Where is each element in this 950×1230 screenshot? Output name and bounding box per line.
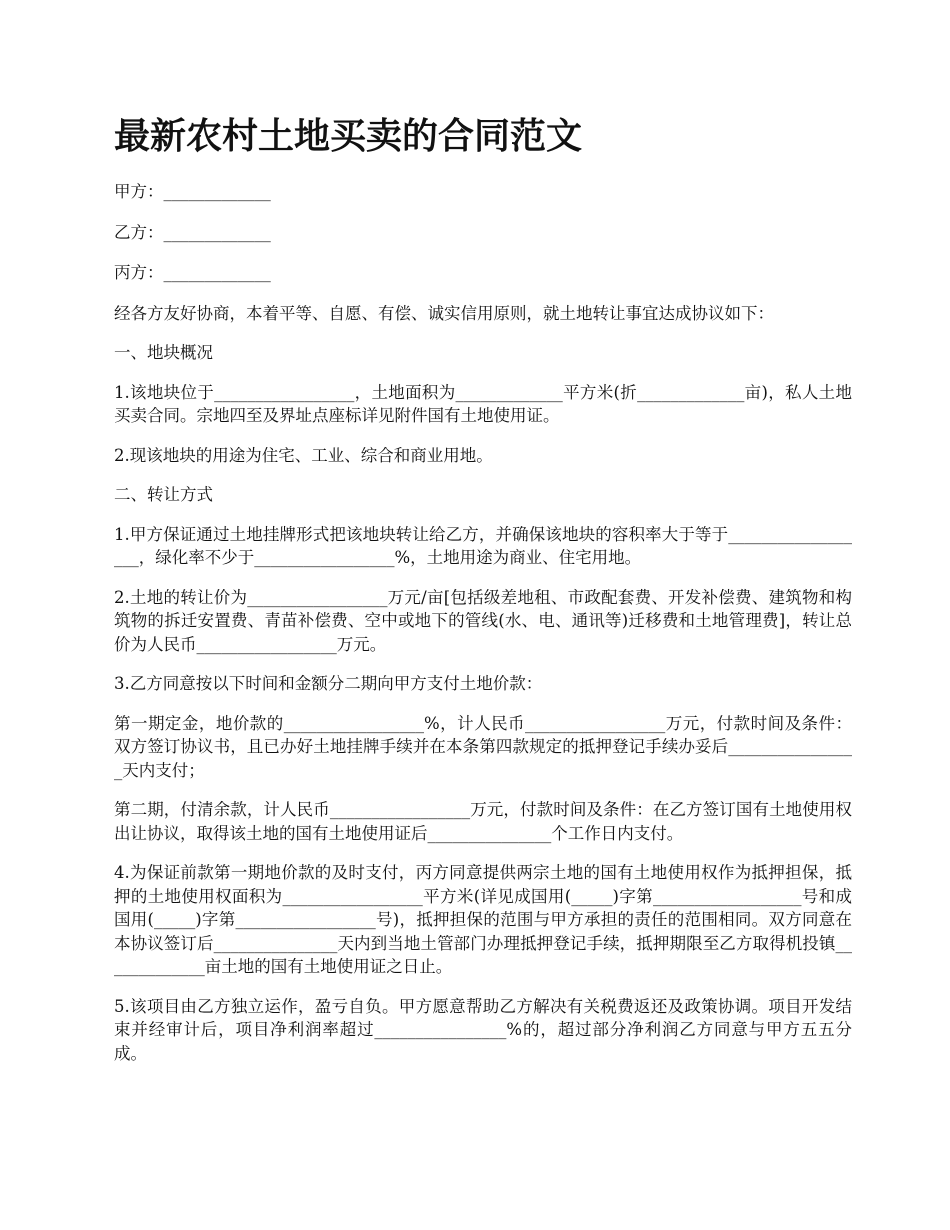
section-2-phase-1: 第一期定金，地价款的_________________%，计人民币_________________万元，付款时间及条件：双方签订协议书，且已办好土地挂牌手续并在本条第四款规定的抵押登记手续办妥后________________天内支付； [114, 713, 852, 780]
document-page [114, 112, 852, 1081]
section-2-item-4: 4.为保证前款第一期地价款的及时支付，丙方同意提供两宗土地的国有土地使用权作为抵押担保，抵押的土地使用权面积为_________________平方米(详见成国用(_____)字第__________________号和成国用(_____)字第_________________号)，抵押担保的范围与甲方承担的责任的范围相同。双方同意在本协议签订后_______________天内到当地土管部门办理抵押登记手续，抵押期限至乙方取得机投镇_____________亩土地的国有土地使用证之日止。 [114, 863, 852, 976]
intro-paragraph: 经各方友好协商，本着平等、自愿、有偿、诚实信用原则，就土地转让事宜达成协议如下： [114, 303, 774, 323]
section-2-phase-2: 第二期，付清余款，计人民币_________________万元，付款时间及条件：在乙方签订国有土地使用权出让协议，取得该土地的国有土地使用证后_______________个工作日内支付。 [114, 800, 852, 843]
party-c-line: 丙方：_____________ [114, 263, 271, 282]
section-1-heading: 一、地块概况 [114, 343, 213, 362]
section-2-heading: 二、转让方式 [114, 485, 213, 504]
section-2-item-2: 2.土地的转让价为_________________万元/亩[包括级差地租、市政配套费、开发补偿费、建筑物和构筑物的拆迁安置费、青苗补偿费、空中或地下的管线(水、电、通讯等)迁移费和土地管理费]，转让总价为人民币_________________万元。 [114, 587, 852, 654]
section-1-item-1: 1.该地块位于_________________，土地面积为_____________平方米(折_____________亩)，私人土地买卖合同。宗地四至及界址点座标详见附件国有土地使用证。 [114, 382, 852, 425]
party-b-line: 乙方：_____________ [114, 222, 271, 242]
section-1-item-2: 2.现该地块的用途为住宅、工业、综合和商业用地。 [114, 445, 493, 465]
party-a-line: 甲方：_____________ [114, 182, 271, 201]
section-2-item-3: 3.乙方同意按以下时间和金额分二期向甲方支付土地价款： [114, 674, 543, 693]
document-title: 最新农村土地买卖的合同范文 [114, 115, 583, 157]
section-2-item-1: 1.甲方保证通过土地挂牌形式把该地块转让给乙方，并确保该地块的容积率大于等于__________________，绿化率不少于_________________%，土地用途为商业、住宅用地。 [114, 524, 852, 567]
section-2-item-5: 5.该项目由乙方独立运作，盈亏自负。甲方愿意帮助乙方解决有关税费返还及政策协调。项目开发结束并经审计后，项目净利润率超过________________%的，超过部分净利润乙方同意与甲方五五分成。 [114, 996, 852, 1063]
